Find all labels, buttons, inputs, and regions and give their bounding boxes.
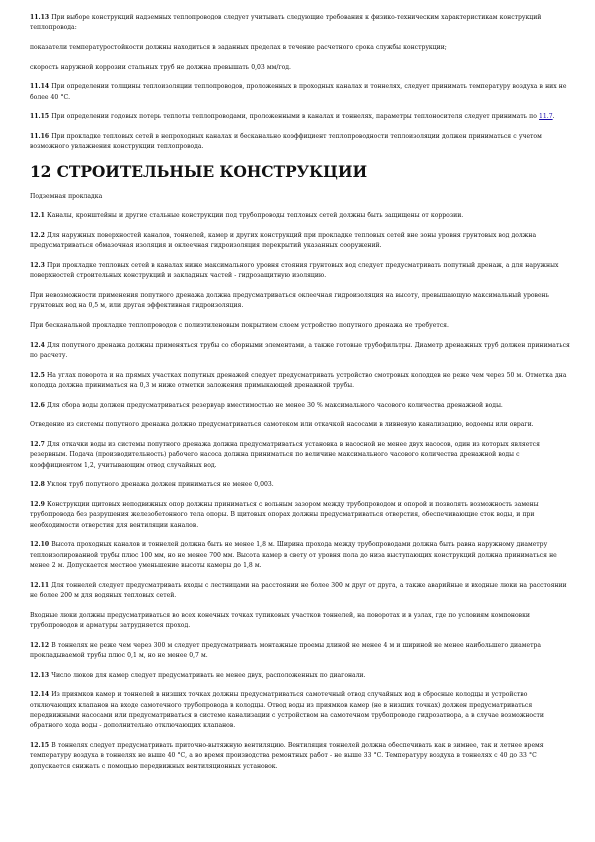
paragraph xyxy=(30,741,572,772)
section-11-tail xyxy=(30,13,572,153)
clause-number: 12.10 xyxy=(30,541,50,549)
paragraph-text: Каналы, кронштейны и другие стальные конструкции под трубопроводы тепловых сетей должны быть защищены от коррозии. xyxy=(46,212,464,220)
section-heading-12: 12 СТРОИТЕЛЬНЫЕ КОНСТРУКЦИИ xyxy=(30,161,367,181)
paragraph-text: На углах поворота и на прямых участках попутных дренажей следует предусматривать устройство смотровых колодцев не реже чем через 50 м. Отметка дна колодца должна приниматься на 0,3 м ниже отметки заложения примыкающей дренажной трубы. xyxy=(30,371,567,389)
paragraph xyxy=(30,671,572,681)
clause-number: 12.13 xyxy=(30,671,50,679)
clause-number: 11.16 xyxy=(30,132,50,140)
paragraph xyxy=(30,13,572,34)
paragraph-text: При прокладке тепловых сетей в каналах ниже максимального уровня стояния грунтовых вод следует предусматривать попутный дренаж, а для наружных поверхностей строительных конструкций и закладных частей - гидрозащитную изоляцию. xyxy=(30,261,559,280)
paragraph xyxy=(30,420,572,430)
paragraph-text: скорость наружной коррозии стальных труб не должна превышать 0,03 мм/год. xyxy=(30,63,291,71)
document-page xyxy=(30,13,572,781)
clause-number: 12.9 xyxy=(30,500,45,508)
paragraph xyxy=(30,211,572,221)
paragraph-text: Для попутного дренажа должны применяться трубы со сборными элементами, а также готовые трубофильтры. Диаметр дренажных труб должен приниматься по расчету. xyxy=(30,341,570,359)
paragraph-text: В тоннелях следует предусматривать приточно-вытяжную вентиляцию. Вентиляция тоннелей должна обеспечивать как в зимнее, так и летнее время температуру воздуха в тоннелях не выше 40 °С, а во время производства ремонтных работ - не выше 33 °С. Температуру воздуха в тоннелях с 40 до 33 °С допускается снижать с помощью передвижных вентиляционных установок. xyxy=(30,741,544,770)
paragraph-text: В тоннелях не реже чем через 300 м следует предусматривать монтажные проемы длиной не менее 4 м и шириной не менее наибольшего диаметра прокладываемой трубы плюс 0,1 м, но не менее 0,7 м. xyxy=(30,641,541,659)
paragraph xyxy=(30,540,572,571)
paragraph-text: При определении годовых потерь теплоты теплопроводами, проложенными в каналах и тоннелях, параметры теплоносителя следует принимать по xyxy=(51,113,537,121)
clause-number: 12.8 xyxy=(30,481,45,489)
paragraph-text: При невозможности применения попутного дренажа должна предусматриваться оклеечная гидроизоляция на высоту, превышающую максимальный уровень грунтовых вод на 0,5 м, или другая эффективная гидроизоляция. xyxy=(30,291,549,310)
paragraph xyxy=(30,371,572,392)
paragraph xyxy=(30,231,572,252)
clause-number: 12.2 xyxy=(30,231,45,239)
paragraph-text: При бесканальной прокладке теплопроводов с полиэтиленовым покрытием слоем устройство попутного дренажа не требуется. xyxy=(30,321,449,329)
paragraph xyxy=(30,291,572,312)
clause-number: 12.1 xyxy=(30,212,45,220)
paragraph xyxy=(30,690,572,732)
paragraph-text: показатели температуростойкости должны находиться в заданных пределах в течение расчетного срока службы конструкции; xyxy=(30,44,447,51)
clause-number: 11.13 xyxy=(30,14,50,21)
clause-number: 12.11 xyxy=(30,581,50,589)
clause-number: 12.3 xyxy=(30,261,45,269)
paragraph xyxy=(30,641,572,662)
paragraph-text: Число люков для камер следует предусматривать не менее двух, расположенных по диагонали. xyxy=(51,671,366,679)
section-12-body xyxy=(30,192,572,772)
paragraph xyxy=(30,500,572,531)
paragraph-text: При определении толщины теплоизоляции теплопроводов, проложенных в проходных каналах и тоннелях, следует принимать температуру воздуха в них не более 40 °С. xyxy=(30,83,567,101)
paragraph xyxy=(30,581,572,602)
clause-number: 12.7 xyxy=(30,440,45,448)
paragraph-text: Для откачки воды из системы попутного дренажа должна предусматриваться установка в насосной не менее двух насосов, один из которых является резервным. Подача (производительность) рабочего насоса должна приниматься по величине максимального часового количества дренажной воды с коэффициентом 1,2, учитывающим отвод случайных вод. xyxy=(30,440,540,469)
paragraph xyxy=(30,341,572,362)
paragraph xyxy=(30,132,572,153)
paragraph-text: Отведение из системы попутного дренажа должно предусматриваться самотеком или откачкой насосами в ливневую канализацию, водоемы или овраги. xyxy=(30,421,534,429)
paragraph-text: Для наружных поверхностей каналов, тоннелей, камер и других конструкций при прокладке тепловых сетей вне зоны уровня грунтовых вод должна предусматриваться обмазочная изоляция и оклеечная гидроизоляция перекрытий указанных сооружений. xyxy=(30,231,537,250)
clause-number: 12.6 xyxy=(30,401,45,409)
clause-number: 12.4 xyxy=(30,341,45,349)
paragraph-text: Из приямков камер и тоннелей в низших точках должны предусматриваться самотечный отвод случайных вод в сбросные колодцы и устройство отключающих клапанов на входе самотечного трубопровода в колодцы. Отвод воды из приямков камер (не в низших точках) должен предусматриваться передвижными насосами или предусматриваться в системе канализации с устройством на самотечном трубопроводе гидрозатвора, а в случае возможности обратного хода воды - дополнительно отключающих клапанов. xyxy=(30,691,544,730)
paragraph xyxy=(30,82,572,103)
paragraph-text: Для сбора воды должен предусматриваться резервуар вместимостью не менее 30 % максимального часового количества дренажной воды. xyxy=(46,401,503,409)
paragraph xyxy=(30,480,572,490)
paragraph xyxy=(30,261,572,282)
paragraph-text: Конструкции щитовых неподвижных опор должны приниматься с вольным зазором между трубопроводом и опорой и позволять возможность замены трубопровода без разрушения железобетонного тела опоры. В щитовых опорах должны предусматриваться отверстия, обеспечивающие сток воды, и при необходимости отверстия для вентиляции каналов. xyxy=(30,500,539,529)
paragraph-text: Подземная прокладка xyxy=(30,192,103,200)
paragraph xyxy=(30,321,572,331)
paragraph xyxy=(30,401,572,411)
paragraph xyxy=(30,611,572,632)
paragraph xyxy=(30,63,572,73)
clause-number: 12.14 xyxy=(30,691,50,699)
clause-number: 11.14 xyxy=(30,83,50,91)
paragraph xyxy=(30,43,572,53)
paragraph-text: Высота проходных каналов и тоннелей должна быть не менее 1,8 м. Ширина прохода между трубопроводами должна быть равна наружному диаметру теплоизолированной трубы плюс 100 мм, но не менее 700 мм. Высота камер в свету от уровня пола до низа выступающих конструкций должна приниматься не менее 2 м. Допускается местное уменьшение высоты камеры до 1,8 м. xyxy=(30,541,557,569)
paragraph xyxy=(30,440,572,471)
paragraph-text: Входные люки должны предусматриваться во всех конечных точках тупиковых участков тоннелей, на поворотах и в узлах, где по условиям компоновки трубопроводов и арматуры затрудняется проход. xyxy=(30,611,530,629)
paragraph xyxy=(30,112,572,122)
clause-number: 12.5 xyxy=(30,371,45,379)
paragraph-text: Уклон труб попутного дренажа должен приниматься не менее 0,003. xyxy=(46,481,274,489)
clause-number: 12.12 xyxy=(30,641,50,649)
paragraph-text: При выборе конструкций надземных теплопроводов следует учитывать следующие требования к физико-техническим характеристикам конструкций теплопровода: xyxy=(30,14,542,32)
paragraph-text: При прокладке тепловых сетей в непроходных каналах и бесканально коэффициент теплопроводности теплоизоляции должен приниматься с учетом возможного увлажнения конструкции теплопровода. xyxy=(30,132,542,151)
paragraph xyxy=(30,192,572,202)
clause-number: 12.15 xyxy=(30,741,50,749)
clause-number: 11.15 xyxy=(30,113,50,121)
paragraph-text-tail: . xyxy=(552,113,555,121)
clause-reference-link[interactable]: 11.7 xyxy=(539,113,553,121)
paragraph-text: Для тоннелей следует предусматривать входы с лестницами на расстоянии не более 300 м друг от друга, а также аварийные и входные люки на расстоянии не более 200 м для водяных тепловых сетей. xyxy=(30,581,567,599)
